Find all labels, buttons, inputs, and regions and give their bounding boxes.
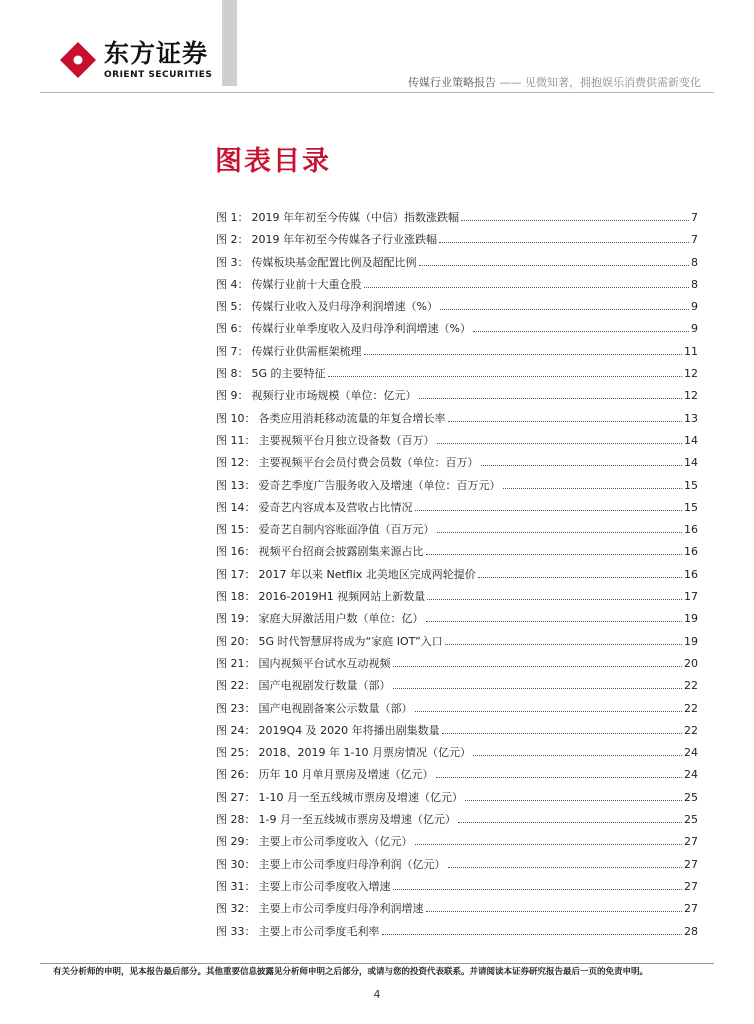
toc-entry-number: 图 15： — [216, 523, 256, 537]
toc-entry-page: 27 — [684, 857, 698, 871]
brand-name-en: ORIENT SECURITIES — [104, 70, 213, 80]
toc-entry-text: 家庭大屏激活用户数（单位：亿） — [258, 612, 424, 626]
toc-entry[interactable] — [216, 635, 698, 657]
toc-leader-dots — [415, 844, 683, 845]
toc-entry-number: 图 19： — [216, 612, 256, 626]
toc-entry-text: 2019 年年初至今传媒（中信）指数涨跌幅 — [251, 211, 459, 224]
toc-entry-number: 图 12： — [216, 456, 256, 470]
toc-leader-dots — [426, 911, 683, 912]
toc-leader-dots — [364, 287, 690, 288]
toc-entry-page: 8 — [691, 255, 698, 269]
toc-entry-number: 图 3： — [216, 255, 249, 269]
toc-leader-dots — [415, 711, 683, 712]
toc-leader-dots — [328, 376, 682, 377]
toc-entry-page: 27 — [684, 879, 698, 893]
toc-entry-page: 13 — [684, 411, 698, 425]
toc-entry-text: 国产电视剧备案公示数量（部） — [258, 701, 413, 715]
toc-entry-number: 图 20： — [216, 634, 256, 648]
orient-securities-logo-icon — [58, 40, 98, 80]
toc-entry-page: 8 — [691, 277, 698, 291]
toc-entry-text: 主要上市公司季度归母净利润（亿元） — [258, 857, 446, 871]
toc-entry-page: 14 — [684, 433, 698, 447]
toc-entry[interactable] — [216, 479, 698, 501]
toc-entry-text: 2019Q4 及 2020 年将播出剧集数量 — [258, 723, 440, 737]
toc-entry[interactable] — [216, 256, 698, 278]
toc-leader-dots — [419, 398, 683, 399]
toc-entry-page: 28 — [684, 924, 698, 938]
report-type: 传媒行业策略报告 — [408, 76, 496, 89]
toc-leader-dots — [439, 242, 689, 243]
toc-entry-page: 9 — [691, 300, 698, 314]
toc-entry-text: 视频平台招商会披露剧集来源占比 — [258, 545, 424, 559]
toc-entry-number: 图 7： — [216, 344, 249, 358]
page-number: 4 — [373, 988, 381, 1001]
toc-entry[interactable] — [216, 389, 698, 411]
toc-entry-text: 传媒行业前十大重仓股 — [251, 277, 362, 291]
toc-entry[interactable] — [216, 412, 698, 434]
toc-entry-number: 图 4： — [216, 277, 249, 291]
toc-leader-dots — [437, 443, 683, 444]
toc-entry-number: 图 29： — [216, 835, 256, 849]
toc-entry-number: 图 5： — [216, 300, 249, 314]
toc-leader-dots — [473, 331, 689, 332]
footer-disclaimer: 有关分析师的申明，见本报告最后部分。其他重要信息披露见分析师申明之后部分，或请与您的投资代表联系。并请阅读本证券研究报告最后一页的免责申明。 — [53, 967, 649, 977]
toc-leader-dots — [419, 265, 690, 266]
toc-entry-text: 各类应用消耗移动流量的年复合增长率 — [258, 411, 446, 425]
toc-entry-page: 27 — [684, 835, 698, 849]
toc-entry-number: 图 17： — [216, 567, 256, 581]
toc-entry[interactable] — [216, 545, 698, 567]
toc-entry[interactable] — [216, 724, 698, 746]
toc-entry-number: 图 10： — [216, 411, 256, 425]
toc-leader-dots — [478, 577, 682, 578]
toc-entry-number: 图 2： — [216, 233, 249, 247]
toc-entry-page: 25 — [684, 813, 698, 827]
toc-entry[interactable] — [216, 523, 698, 545]
toc-leader-dots — [473, 755, 682, 756]
toc-entry[interactable] — [216, 211, 698, 233]
toc-entry-page: 22 — [684, 723, 698, 737]
header-accent-bar — [222, 0, 237, 86]
toc-entry-text: 主要上市公司季度收入（亿元） — [258, 835, 413, 849]
toc-entry-page: 7 — [691, 233, 698, 247]
toc-entry-page: 20 — [684, 656, 698, 670]
toc-leader-dots — [393, 688, 683, 689]
toc-leader-dots — [445, 644, 682, 645]
toc-leader-dots — [440, 309, 689, 310]
toc-entry-number: 图 25： — [216, 746, 256, 760]
toc-entry-text: 1-10 月一至五线城市票房及增速（亿元） — [258, 790, 463, 804]
toc-entry-page: 25 — [684, 790, 698, 804]
toc-leader-dots — [481, 465, 683, 466]
toc-entry[interactable] — [216, 702, 698, 724]
toc-entry-text: 5G 时代智慧屏将成为“家庭 IOT”入口 — [258, 634, 443, 648]
toc-entry[interactable] — [216, 278, 698, 300]
toc-entry[interactable] — [216, 679, 698, 701]
toc-entry[interactable] — [216, 300, 698, 322]
toc-entry[interactable] — [216, 568, 698, 590]
toc-leader-dots — [426, 554, 683, 555]
toc-entry-text: 2018、2019 年 1-10 月票房情况（亿元） — [258, 746, 471, 760]
toc-entry-page: 12 — [684, 367, 698, 381]
toc-entry-page: 16 — [684, 545, 698, 559]
toc-entry-text: 传媒行业供需框架梳理 — [251, 344, 362, 358]
header-separator: —— — [496, 76, 525, 89]
toc-entry-number: 图 33： — [216, 924, 256, 938]
toc-entry-text: 主要上市公司季度收入增速 — [258, 879, 391, 893]
toc-entry-text: 国产电视剧发行数量（部） — [258, 679, 391, 693]
toc-entry-number: 图 22： — [216, 679, 256, 693]
toc-entry-number: 图 26： — [216, 768, 256, 782]
toc-entry-number: 图 23： — [216, 701, 256, 715]
toc-entry[interactable] — [216, 501, 698, 523]
toc-leader-dots — [442, 733, 682, 734]
toc-entry[interactable] — [216, 858, 698, 880]
toc-entry-text: 主要视频平台会员付费会员数（单位：百万） — [258, 456, 479, 470]
header-divider — [40, 92, 714, 93]
toc-leader-dots — [436, 777, 683, 778]
toc-entry[interactable] — [216, 345, 698, 367]
toc-leader-dots — [393, 889, 683, 890]
toc-leader-dots — [437, 532, 683, 533]
toc-leader-dots — [461, 220, 689, 221]
toc-leader-dots — [415, 510, 683, 511]
toc-entry[interactable] — [216, 590, 698, 612]
toc-entry-number: 图 9： — [216, 389, 249, 403]
toc-entry-page: 9 — [691, 322, 698, 336]
toc-entry-page: 15 — [684, 478, 698, 492]
toc-entry-text: 1-9 月一至五线城市票房及增速（亿元） — [258, 813, 456, 827]
toc-leader-dots — [393, 666, 683, 667]
report-header — [408, 76, 701, 90]
toc-entry-text: 主要上市公司季度归母净利润增速 — [258, 902, 424, 916]
toc-entry[interactable] — [216, 657, 698, 679]
toc-entry-number: 图 21： — [216, 656, 256, 670]
toc-leader-dots — [364, 354, 683, 355]
toc-entry-page: 16 — [684, 523, 698, 537]
toc-title: 图表目录 — [215, 146, 331, 177]
toc-entry-number: 图 11： — [216, 433, 256, 447]
toc-entry[interactable] — [216, 902, 698, 924]
toc-entry[interactable] — [216, 791, 698, 813]
toc-entry-text: 2016-2019H1 视频网站上新数量 — [258, 590, 426, 604]
toc-entry-text: 传媒行业收入及归母净利润增速（%） — [251, 300, 438, 314]
report-subtitle: 见微知著，拥抱娱乐消费供需新变化 — [525, 76, 701, 89]
toc-list — [216, 211, 698, 947]
toc-entry-page: 15 — [684, 500, 698, 514]
toc-entry-number: 图 30： — [216, 857, 256, 871]
toc-entry-number: 图 24： — [216, 723, 256, 737]
toc-entry[interactable] — [216, 612, 698, 634]
toc-leader-dots — [448, 421, 683, 422]
toc-entry-page: 16 — [684, 567, 698, 581]
toc-entry-page: 22 — [684, 679, 698, 693]
toc-entry[interactable] — [216, 456, 698, 478]
toc-entry-text: 爱奇艺内容成本及营收占比情况 — [258, 500, 413, 514]
toc-entry-page: 19 — [684, 634, 698, 648]
toc-entry-number: 图 31： — [216, 879, 256, 893]
toc-leader-dots — [382, 934, 683, 935]
toc-entry-number: 图 6： — [216, 322, 249, 336]
toc-leader-dots — [448, 867, 683, 868]
toc-entry-text: 传媒行业单季度收入及归母净利润增速（%） — [251, 322, 471, 336]
toc-entry[interactable] — [216, 746, 698, 768]
toc-entry[interactable] — [216, 233, 698, 255]
toc-entry-page: 17 — [684, 590, 698, 604]
toc-entry[interactable] — [216, 367, 698, 389]
toc-entry-page: 11 — [684, 344, 698, 358]
toc-entry-text: 2017 年以来 Netflix 北美地区完成两轮提价 — [258, 567, 476, 581]
toc-entry-page: 12 — [684, 389, 698, 403]
footer-divider — [40, 963, 714, 964]
toc-leader-dots — [426, 621, 683, 622]
toc-entry-text: 视频行业市场规模（单位：亿元） — [251, 389, 417, 403]
toc-entry[interactable] — [216, 322, 698, 344]
toc-entry-text: 主要上市公司季度毛利率 — [258, 924, 380, 938]
toc-entry-number: 图 13： — [216, 478, 256, 492]
toc-entry-page: 27 — [684, 902, 698, 916]
toc-entry-number: 图 14： — [216, 500, 256, 514]
toc-entry-number: 图 8： — [216, 367, 249, 381]
toc-entry-text: 历年 10 月单月票房及增速（亿元） — [258, 768, 434, 782]
toc-entry-page: 14 — [684, 456, 698, 470]
toc-entry[interactable] — [216, 835, 698, 857]
toc-entry[interactable] — [216, 880, 698, 902]
toc-leader-dots — [427, 599, 682, 600]
toc-entry-text: 主要视频平台月独立设备数（百万） — [258, 433, 435, 447]
toc-entry-text: 爱奇艺季度广告服务收入及增速（单位：百万元） — [258, 478, 501, 492]
toc-leader-dots — [503, 488, 683, 489]
toc-entry-text: 传媒板块基金配置比例及超配比例 — [251, 255, 417, 269]
brand-name-cn: 东方证券 — [104, 39, 209, 68]
toc-entry-text: 爱奇艺自制内容账面净值（百万元） — [258, 523, 435, 537]
toc-entry[interactable] — [216, 925, 698, 947]
toc-entry-text: 国内视频平台试水互动视频 — [258, 656, 391, 670]
toc-entry[interactable] — [216, 813, 698, 835]
toc-entry-number: 图 32： — [216, 902, 256, 916]
toc-entry[interactable] — [216, 768, 698, 790]
toc-entry[interactable] — [216, 434, 698, 456]
toc-entry-page: 19 — [684, 612, 698, 626]
toc-entry-page: 22 — [684, 701, 698, 715]
toc-leader-dots — [458, 822, 682, 823]
toc-entry-page: 24 — [684, 746, 698, 760]
toc-entry-text: 5G 的主要特征 — [251, 367, 326, 381]
toc-entry-number: 图 28： — [216, 813, 256, 827]
toc-entry-page: 24 — [684, 768, 698, 782]
toc-entry-number: 图 27： — [216, 790, 256, 804]
toc-entry-number: 图 18： — [216, 590, 256, 604]
toc-entry-text: 2019 年年初至今传媒各子行业涨跌幅 — [251, 233, 437, 247]
toc-leader-dots — [465, 800, 682, 801]
toc-entry-page: 7 — [691, 211, 698, 224]
toc-entry-number: 图 16： — [216, 545, 256, 559]
toc-entry-number: 图 1： — [216, 211, 249, 224]
